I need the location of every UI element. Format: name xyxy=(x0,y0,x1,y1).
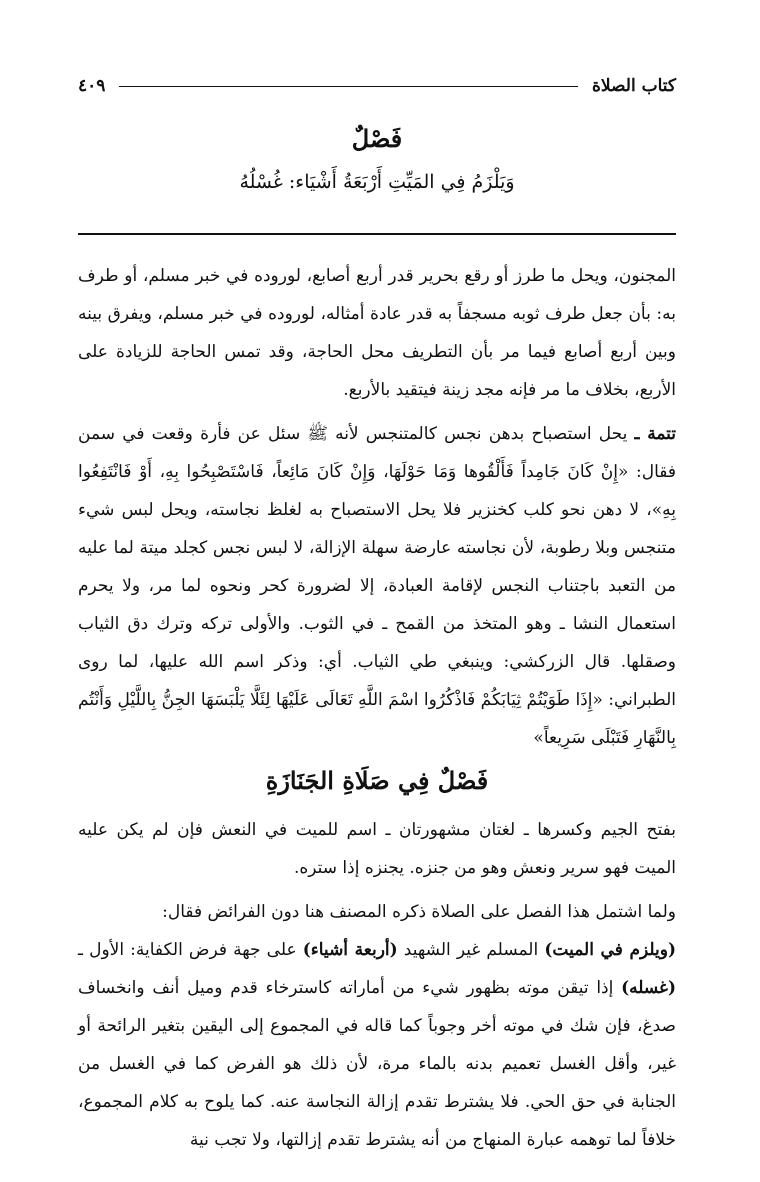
paragraph-4-text-3: إذا تيقن موته بظهور شيء من أماراته كاسترخاء قدم وميل أنف وانخساف صدغ، فإن شك في موته أخر وجوباً كما قاله في المجموع إلى اليقين بتغير الرائحة أو غير، وأقل الغسل تعميم بدنه بالماء مرة، لأن ذلك هو الفرض كما في الغسل من الجنابة في حق الحي. فلا يشترط تقدم إزالة النجاسة عنه. كما يلوح به كلام المجموع، خلافاً لما توهمه عبارة المنهاج من أنه يشترط تقدم إزالتها، ولا تجب نية xyxy=(78,978,676,1150)
sharh-body xyxy=(78,257,676,1159)
paragraph-2 xyxy=(78,415,676,757)
running-header xyxy=(78,72,676,100)
matn-text: وَيَلْزَمُ فِي المَيِّتِ أَرْبَعَةُ أَشْيَاء: غُسْلُهُ xyxy=(239,171,515,193)
matn-sharh-divider xyxy=(78,233,676,235)
matn-quote-1: (ويلزم في الميت) xyxy=(544,940,676,960)
paragraph-3: بفتح الجيم وكسرها ـ لغتان مشهورتان ـ اسم للميت في النعش فإن لم يكن عليه الميت فهو سرير ونعش وهو من جنزه. يجنزه إذا ستره. xyxy=(78,820,676,878)
paragraph-1: المجنون، ويحل ما طرز أو رقع بحرير قدر أربع أصابع، لوروده في خبر مسلم، أو طرف به: بأن جعل طرف ثوبه مسجفاً به قدر عادة أمثاله، لوروده في خبر مسلم، ويفرق بينه وبين أربع أصابع فيما مر بأن التطريف محل الحاجة، وقد تمس الحاجة للزيادة على الأربع، بخلاف ما مر فإنه مجد زينة فيتقيد بالأربع. xyxy=(78,266,676,400)
matn-quote-2: (أربعة أشياء) xyxy=(302,940,398,960)
paragraph-4-intro: ولما اشتمل هذا الفصل على الصلاة ذكره المصنف هنا دون الفرائض فقال: xyxy=(162,902,676,922)
paragraph-4-text-1: المسلم غير الشهيد xyxy=(397,940,545,960)
page-number: ٤٠٩ xyxy=(78,76,106,96)
paragraph-2-text: يحل استصباح بدهن نجس كالمتنجس لأنه ﷺ سئل عن فأرة وقعت في سمن فقال: «إِنْ كَانَ جَامِداً فَأَلْقُوها وَمَا حَوْلَهَا، وَإِنْ كَانَ مَائِعاً، فَاسْتَصْبِحُوا بِهِ، أَوْ فَانْتَفِعُوا بِهِ»، لا دهن نحو كلب كخنزير فلا يحل الاستصباح به لغلظ نجاسته، ويحل لبس شيء متنجس وبلا رطوبة، لأن نجاسته عارضة سهلة الإزالة، لا لبس نجس كجلد ميتة لما عليه من التعبد باجتناب النجس لإقامة العبادة، إلا لضرورة كحر ونحوه لما مر، ولا يحرم استعمال النشا ـ وهو المتخذ من القمح ـ في الثوب. والأولى تركه وترك دق الثياب وصقلها. قال الزركشي: وينبغي طي الثياب. أي: وذكر اسم الله عليها، لما روى الطبراني: «إِذَا طَوَيْتُمْ ثِيَابَكُمْ فَاذْكُرُوا اسْمَ اللَّهِ تَعَالَى عَلَيْهَا لِئَلَّا يَلْبَسَهَا الجِنُّ بِاللَّيْلِ وَأَنْتُم بِالنَّهَارِ فَتَبْلَى سَرِيعاً» xyxy=(78,424,676,748)
matn-fasl-heading: فَصْلٌ xyxy=(351,124,403,153)
matn-block xyxy=(78,124,676,193)
tatimma-label: تتمة ـ xyxy=(634,424,677,444)
paragraph-4 xyxy=(78,893,676,1159)
matn-quote-3: (غسله) xyxy=(621,978,676,998)
section-heading-janaza: فَصْلٌ فِي صَلَاةِ الجَنَازَةِ xyxy=(265,766,489,795)
running-title: كتاب الصلاة xyxy=(591,76,676,96)
header-rule xyxy=(119,86,578,87)
paragraph-4-text-2: على جهة فرض الكفاية: الأول ـ xyxy=(78,940,303,960)
